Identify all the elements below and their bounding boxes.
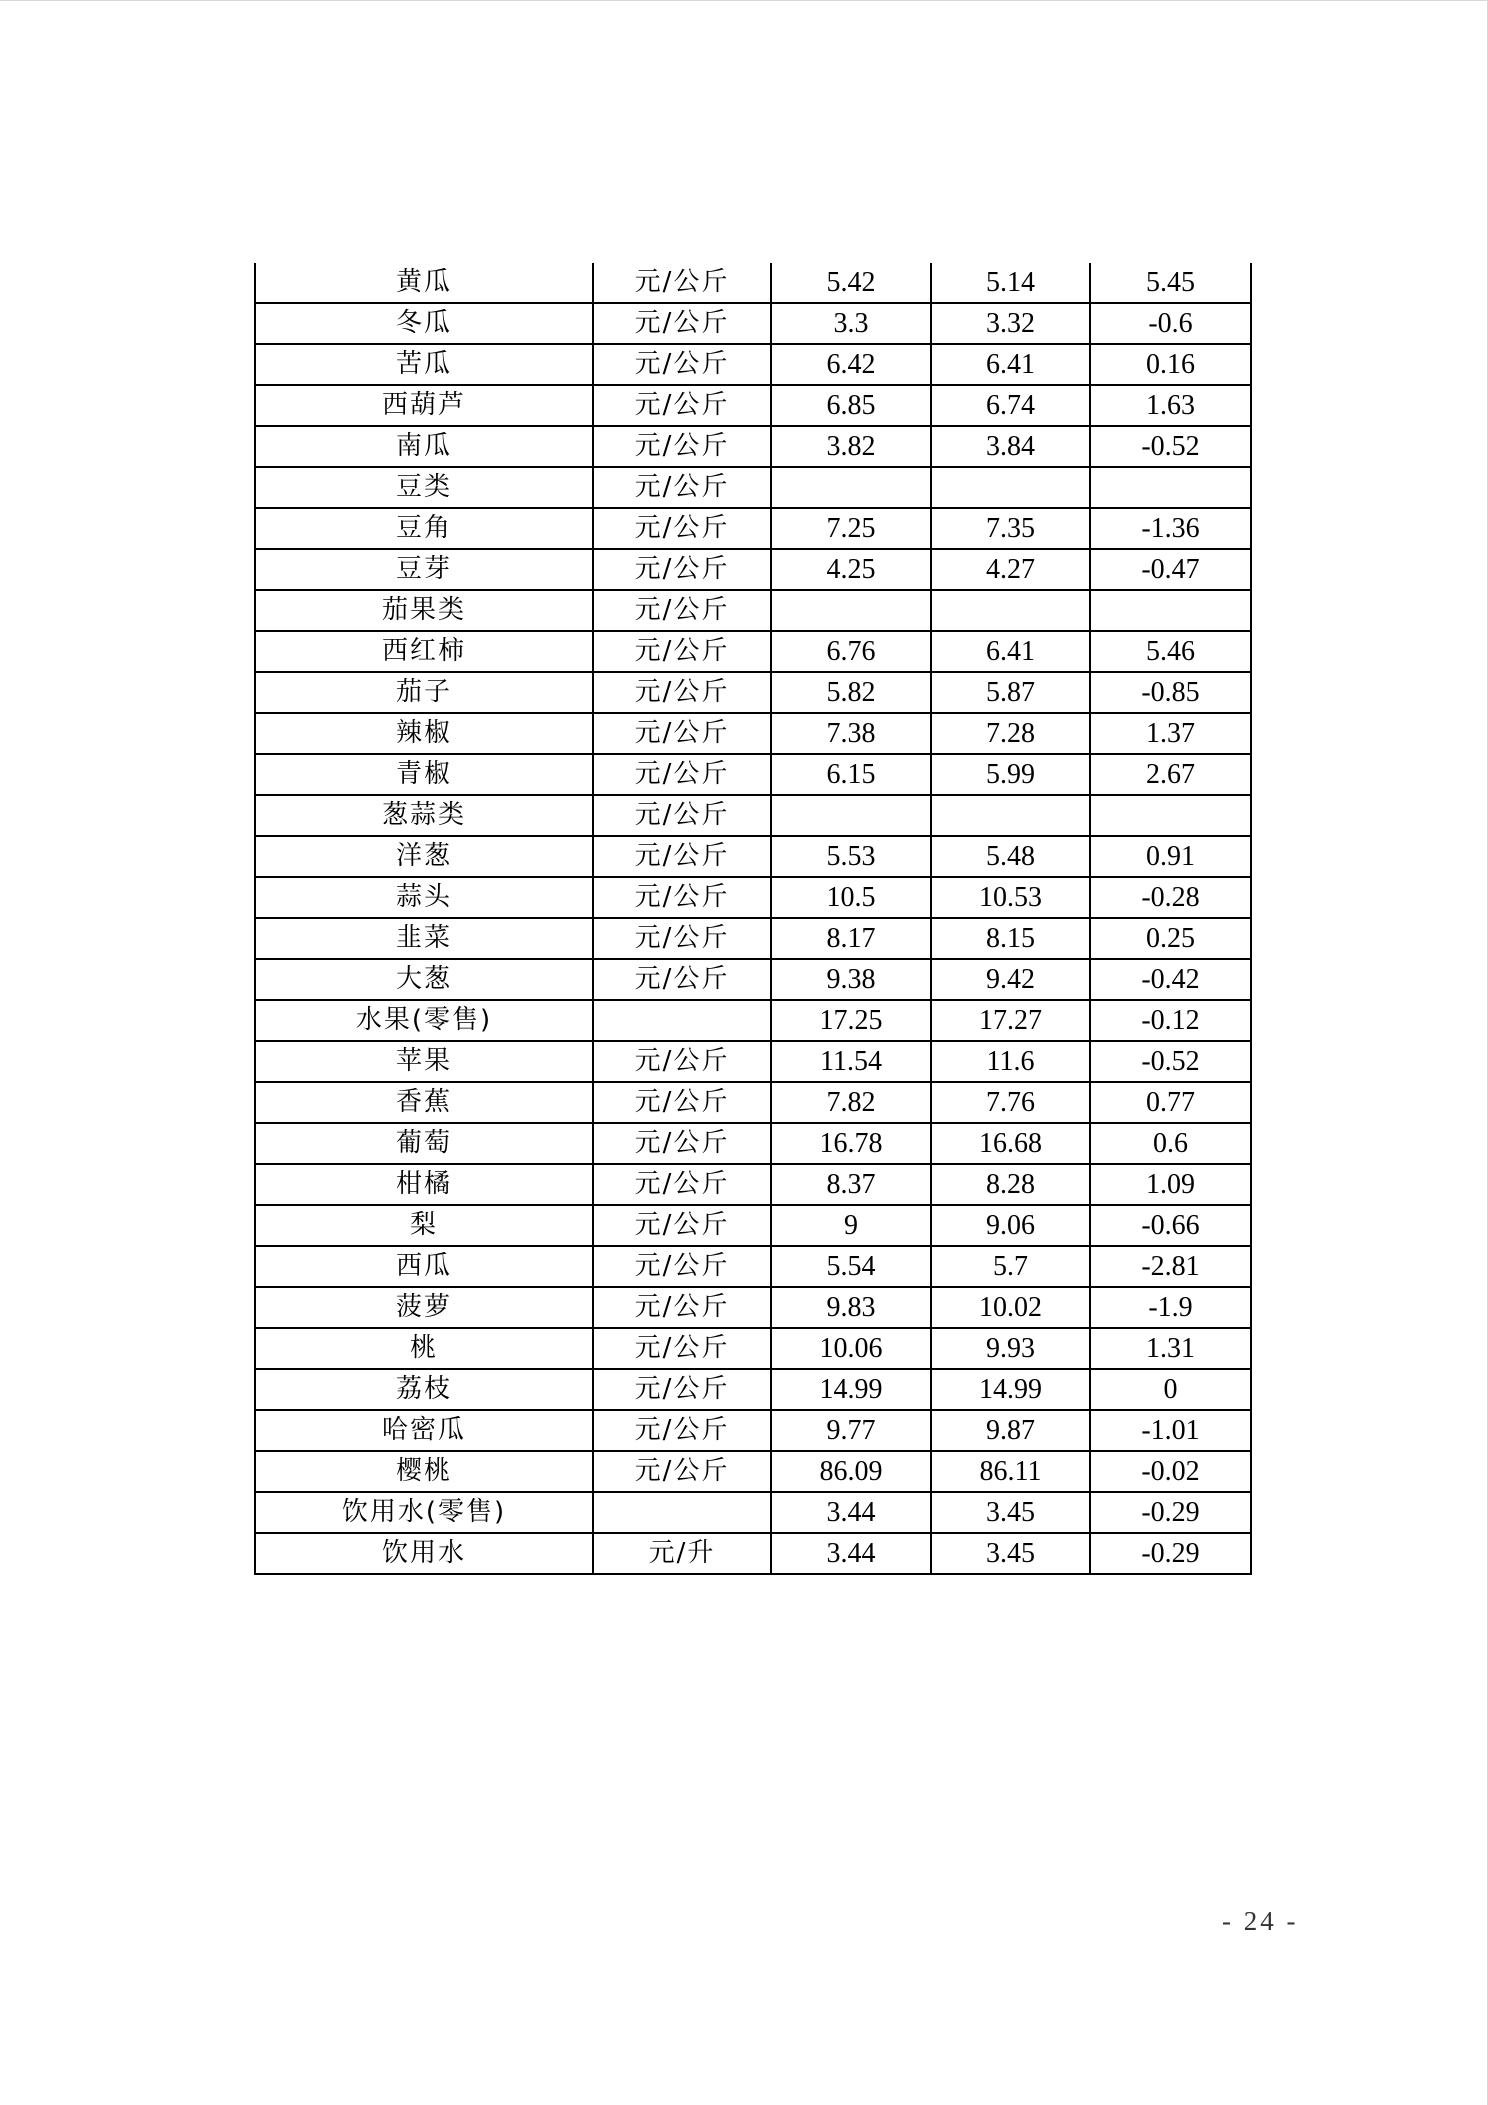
- unit-cell: 元/公斤: [593, 1369, 771, 1410]
- current-price-cell: 17.25: [771, 1000, 931, 1041]
- change-cell: -0.47: [1090, 549, 1251, 590]
- table-row: [255, 1451, 1251, 1492]
- unit-cell: 元/公斤: [593, 959, 771, 1000]
- table-row: [255, 1287, 1251, 1328]
- unit-cell: 元/公斤: [593, 1123, 771, 1164]
- previous-price-cell: 8.15: [931, 918, 1090, 959]
- change-cell: 1.31: [1090, 1328, 1251, 1369]
- item-name-cell: 冬瓜: [255, 303, 593, 344]
- change-cell: -1.36: [1090, 508, 1251, 549]
- current-price-cell: [771, 467, 931, 508]
- table-row: [255, 713, 1251, 754]
- table-row: [255, 1000, 1251, 1041]
- unit-cell: 元/公斤: [593, 549, 771, 590]
- current-price-cell: 14.99: [771, 1369, 931, 1410]
- item-name-cell: 荔枝: [255, 1369, 593, 1410]
- current-price-cell: 10.06: [771, 1328, 931, 1369]
- previous-price-cell: 7.28: [931, 713, 1090, 754]
- table-row: [255, 344, 1251, 385]
- previous-price-cell: 10.02: [931, 1287, 1090, 1328]
- unit-cell: 元/公斤: [593, 303, 771, 344]
- item-name-cell: 桃: [255, 1328, 593, 1369]
- current-price-cell: 7.38: [771, 713, 931, 754]
- table-row: [255, 1533, 1251, 1574]
- change-cell: -0.52: [1090, 426, 1251, 467]
- item-name-cell: 豆类: [255, 467, 593, 508]
- previous-price-cell: 5.7: [931, 1246, 1090, 1287]
- change-cell: -1.01: [1090, 1410, 1251, 1451]
- change-cell: 1.09: [1090, 1164, 1251, 1205]
- item-name-cell: 洋葱: [255, 836, 593, 877]
- current-price-cell: 6.76: [771, 631, 931, 672]
- page-number: - 24 -: [1222, 1906, 1299, 1936]
- change-cell: -0.42: [1090, 959, 1251, 1000]
- change-cell: -0.85: [1090, 672, 1251, 713]
- table-row: [255, 918, 1251, 959]
- table-row: [255, 1246, 1251, 1287]
- item-name-cell: 水果(零售): [255, 1000, 593, 1041]
- change-cell: 0.25: [1090, 918, 1251, 959]
- item-name-cell: 茄果类: [255, 590, 593, 631]
- table-row: [255, 303, 1251, 344]
- table-row: [255, 672, 1251, 713]
- current-price-cell: 7.82: [771, 1082, 931, 1123]
- change-cell: -0.29: [1090, 1533, 1251, 1574]
- previous-price-cell: 8.28: [931, 1164, 1090, 1205]
- change-cell: 5.45: [1090, 263, 1251, 303]
- unit-cell: 元/公斤: [593, 754, 771, 795]
- previous-price-cell: 6.74: [931, 385, 1090, 426]
- table-row: [255, 508, 1251, 549]
- item-name-cell: 哈密瓜: [255, 1410, 593, 1451]
- unit-cell: 元/公斤: [593, 385, 771, 426]
- item-name-cell: 梨: [255, 1205, 593, 1246]
- table-row: [255, 549, 1251, 590]
- page-edge-top: [0, 0, 1488, 1]
- item-name-cell: 菠萝: [255, 1287, 593, 1328]
- change-cell: 0.91: [1090, 836, 1251, 877]
- current-price-cell: 5.54: [771, 1246, 931, 1287]
- item-name-cell: 蒜头: [255, 877, 593, 918]
- previous-price-cell: 14.99: [931, 1369, 1090, 1410]
- change-cell: 0.16: [1090, 344, 1251, 385]
- current-price-cell: 5.53: [771, 836, 931, 877]
- current-price-cell: 9: [771, 1205, 931, 1246]
- item-name-cell: 柑橘: [255, 1164, 593, 1205]
- table-row: [255, 1164, 1251, 1205]
- current-price-cell: 3.3: [771, 303, 931, 344]
- unit-cell: 元/公斤: [593, 1287, 771, 1328]
- unit-cell: 元/公斤: [593, 1082, 771, 1123]
- item-name-cell: 饮用水: [255, 1533, 593, 1574]
- change-cell: 0: [1090, 1369, 1251, 1410]
- unit-cell: [593, 1000, 771, 1041]
- previous-price-cell: 7.35: [931, 508, 1090, 549]
- previous-price-cell: 9.42: [931, 959, 1090, 1000]
- item-name-cell: 辣椒: [255, 713, 593, 754]
- table-row: [255, 385, 1251, 426]
- previous-price-cell: 9.06: [931, 1205, 1090, 1246]
- current-price-cell: 7.25: [771, 508, 931, 549]
- unit-cell: 元/公斤: [593, 877, 771, 918]
- item-name-cell: 大葱: [255, 959, 593, 1000]
- item-name-cell: 茄子: [255, 672, 593, 713]
- table-row: [255, 877, 1251, 918]
- table-row: [255, 426, 1251, 467]
- previous-price-cell: 5.14: [931, 263, 1090, 303]
- table-row: [255, 1369, 1251, 1410]
- previous-price-cell: 7.76: [931, 1082, 1090, 1123]
- current-price-cell: [771, 795, 931, 836]
- previous-price-cell: 5.99: [931, 754, 1090, 795]
- unit-cell: 元/公斤: [593, 344, 771, 385]
- change-cell: -0.29: [1090, 1492, 1251, 1533]
- previous-price-cell: 4.27: [931, 549, 1090, 590]
- table-row: [255, 754, 1251, 795]
- item-name-cell: 苦瓜: [255, 344, 593, 385]
- previous-price-cell: [931, 467, 1090, 508]
- item-name-cell: 葡萄: [255, 1123, 593, 1164]
- unit-cell: 元/公斤: [593, 426, 771, 467]
- previous-price-cell: 11.6: [931, 1041, 1090, 1082]
- change-cell: 2.67: [1090, 754, 1251, 795]
- previous-price-cell: 86.11: [931, 1451, 1090, 1492]
- change-cell: [1090, 590, 1251, 631]
- item-name-cell: 豆角: [255, 508, 593, 549]
- unit-cell: 元/公斤: [593, 836, 771, 877]
- unit-cell: 元/公斤: [593, 467, 771, 508]
- table-row: [255, 631, 1251, 672]
- item-name-cell: 饮用水(零售): [255, 1492, 593, 1533]
- previous-price-cell: 3.84: [931, 426, 1090, 467]
- current-price-cell: 8.17: [771, 918, 931, 959]
- previous-price-cell: 10.53: [931, 877, 1090, 918]
- unit-cell: 元/公斤: [593, 918, 771, 959]
- change-cell: -0.28: [1090, 877, 1251, 918]
- unit-cell: 元/公斤: [593, 672, 771, 713]
- item-name-cell: 韭菜: [255, 918, 593, 959]
- unit-cell: 元/公斤: [593, 590, 771, 631]
- item-name-cell: 西瓜: [255, 1246, 593, 1287]
- table-row: [255, 590, 1251, 631]
- current-price-cell: 8.37: [771, 1164, 931, 1205]
- current-price-cell: 86.09: [771, 1451, 931, 1492]
- item-name-cell: 香蕉: [255, 1082, 593, 1123]
- current-price-cell: 5.82: [771, 672, 931, 713]
- table-row: [255, 1082, 1251, 1123]
- table-row: [255, 795, 1251, 836]
- table-row: [255, 1041, 1251, 1082]
- current-price-cell: 6.85: [771, 385, 931, 426]
- unit-cell: 元/公斤: [593, 263, 771, 303]
- item-name-cell: 西红柿: [255, 631, 593, 672]
- current-price-cell: 16.78: [771, 1123, 931, 1164]
- price-table-body: [255, 263, 1251, 1574]
- current-price-cell: 3.44: [771, 1533, 931, 1574]
- current-price-cell: [771, 590, 931, 631]
- table-row: [255, 1328, 1251, 1369]
- change-cell: -0.66: [1090, 1205, 1251, 1246]
- previous-price-cell: 3.45: [931, 1492, 1090, 1533]
- table-row: [255, 1410, 1251, 1451]
- previous-price-cell: 5.48: [931, 836, 1090, 877]
- unit-cell: 元/公斤: [593, 1328, 771, 1369]
- table-row: [255, 836, 1251, 877]
- table-row: [255, 1123, 1251, 1164]
- current-price-cell: 11.54: [771, 1041, 931, 1082]
- change-cell: -0.52: [1090, 1041, 1251, 1082]
- unit-cell: 元/公斤: [593, 631, 771, 672]
- previous-price-cell: 6.41: [931, 631, 1090, 672]
- unit-cell: 元/公斤: [593, 713, 771, 754]
- change-cell: -0.6: [1090, 303, 1251, 344]
- previous-price-cell: [931, 795, 1090, 836]
- previous-price-cell: 5.87: [931, 672, 1090, 713]
- table-row: [255, 467, 1251, 508]
- unit-cell: 元/公斤: [593, 508, 771, 549]
- price-table: [254, 263, 1252, 1575]
- table-row: [255, 1492, 1251, 1533]
- item-name-cell: 南瓜: [255, 426, 593, 467]
- table-row: [255, 263, 1251, 303]
- previous-price-cell: 3.45: [931, 1533, 1090, 1574]
- change-cell: 1.37: [1090, 713, 1251, 754]
- change-cell: [1090, 795, 1251, 836]
- current-price-cell: 9.83: [771, 1287, 931, 1328]
- change-cell: -0.02: [1090, 1451, 1251, 1492]
- change-cell: 5.46: [1090, 631, 1251, 672]
- unit-cell: 元/公斤: [593, 1410, 771, 1451]
- current-price-cell: 4.25: [771, 549, 931, 590]
- unit-cell: 元/升: [593, 1533, 771, 1574]
- previous-price-cell: 16.68: [931, 1123, 1090, 1164]
- unit-cell: 元/公斤: [593, 1451, 771, 1492]
- change-cell: 0.77: [1090, 1082, 1251, 1123]
- previous-price-cell: [931, 590, 1090, 631]
- item-name-cell: 豆芽: [255, 549, 593, 590]
- current-price-cell: 10.5: [771, 877, 931, 918]
- unit-cell: 元/公斤: [593, 1041, 771, 1082]
- item-name-cell: 樱桃: [255, 1451, 593, 1492]
- table-row: [255, 1205, 1251, 1246]
- unit-cell: [593, 1492, 771, 1533]
- item-name-cell: 西葫芦: [255, 385, 593, 426]
- item-name-cell: 青椒: [255, 754, 593, 795]
- current-price-cell: 6.42: [771, 344, 931, 385]
- item-name-cell: 黄瓜: [255, 263, 593, 303]
- unit-cell: 元/公斤: [593, 1205, 771, 1246]
- previous-price-cell: 9.87: [931, 1410, 1090, 1451]
- previous-price-cell: 17.27: [931, 1000, 1090, 1041]
- change-cell: 1.63: [1090, 385, 1251, 426]
- unit-cell: 元/公斤: [593, 1246, 771, 1287]
- item-name-cell: 苹果: [255, 1041, 593, 1082]
- current-price-cell: 3.44: [771, 1492, 931, 1533]
- change-cell: -1.9: [1090, 1287, 1251, 1328]
- current-price-cell: 6.15: [771, 754, 931, 795]
- unit-cell: 元/公斤: [593, 1164, 771, 1205]
- previous-price-cell: 6.41: [931, 344, 1090, 385]
- change-cell: [1090, 467, 1251, 508]
- item-name-cell: 葱蒜类: [255, 795, 593, 836]
- current-price-cell: 5.42: [771, 263, 931, 303]
- current-price-cell: 3.82: [771, 426, 931, 467]
- unit-cell: 元/公斤: [593, 795, 771, 836]
- table-row: [255, 959, 1251, 1000]
- change-cell: 0.6: [1090, 1123, 1251, 1164]
- previous-price-cell: 3.32: [931, 303, 1090, 344]
- previous-price-cell: 9.93: [931, 1328, 1090, 1369]
- current-price-cell: 9.38: [771, 959, 931, 1000]
- change-cell: -0.12: [1090, 1000, 1251, 1041]
- change-cell: -2.81: [1090, 1246, 1251, 1287]
- current-price-cell: 9.77: [771, 1410, 931, 1451]
